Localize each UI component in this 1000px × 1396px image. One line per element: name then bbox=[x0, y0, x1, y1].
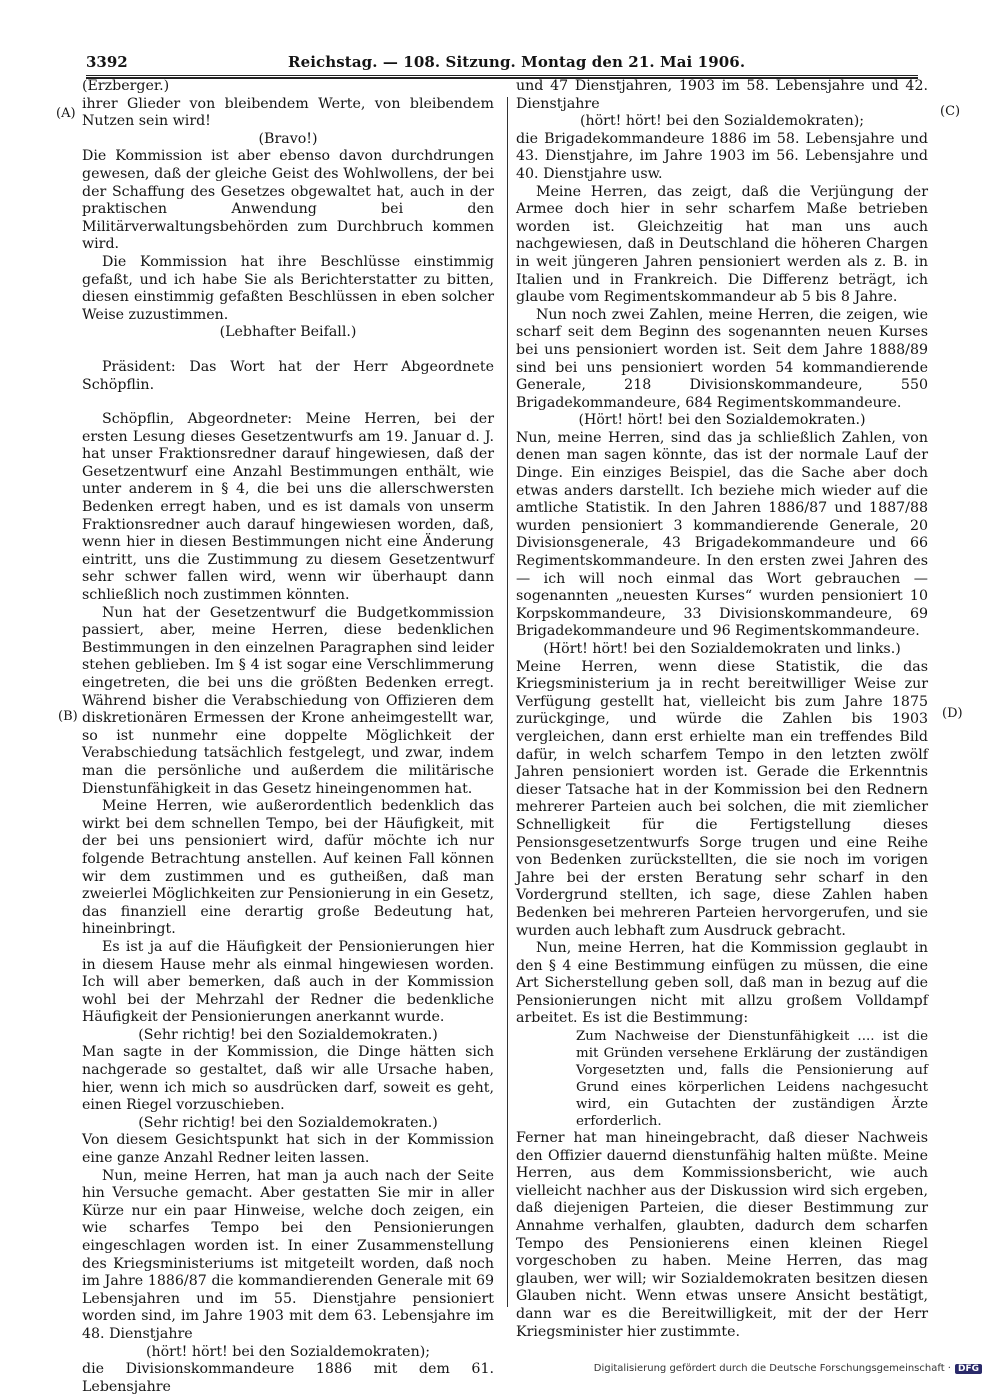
paragraph: Schöpflin, Abgeordneter: Meine Herren, bei der ersten Lesung dieses Gesetzentwurfs am 19. Januar d. J. hat unser Fraktionsredner darauf hingewiesen, daß der Gesetzentwurf eine Anzahl Bestimmungen enthält, wie unter anderem in § 4, die bei uns die allerschwersten Bedenken erregt haben, und es ist damals von unserm Fraktionsredner auch darauf hingewiesen worden, daß, wenn hier in diesen Bestimmungen nicht eine Änderung eintritt, uns die Zustimmung zu diesem Gesetzentwurf sehr schwer fallen wird, wenn wir überhaupt dann schließlich noch zustimmen könnten. bbox=[82, 411, 494, 604]
paragraph: Nun, meine Herren, sind das ja schließlich Zahlen, von denen man sagen könnte, das ist der normale Lauf der Dinge. Ein einziges Beispiel, das die Sache aber doch etwas anders darstellt. Ich beziehe mich wieder auf die amtliche Statistik. In den Jahren 1886/87 und 1887/88 wurden pensioniert 3 kommandierende Generale, 20 Divisionsgenerale, 43 Brigadekommandeure und 66 Regimentskommandeure. In den ersten zwei Jahren des — ich will noch einmal das Wort gebrauchen — sogenannten „neuesten Kurses“ wurden pensioniert 10 Korpskommandeure, 33 Divisionskommandeure, 69 Brigadekommandeure und 96 Regimentskommandeure. bbox=[516, 429, 928, 640]
paragraph: ihrer Glieder von bleibendem Werte, von bleibendem Nutzen sein wird! bbox=[82, 95, 494, 130]
margin-mark-a: (A) bbox=[56, 106, 76, 121]
paragraph: Die Kommission hat ihre Beschlüsse einstimmig gefaßt, und ich habe Sie als Berichterstatter zu bitten, diesen einstimmig gefaßten Beschlüssen in eben solcher Weise zuzustimmen. bbox=[82, 253, 494, 323]
quoted-provision: Zum Nachweise der Dienstunfähigkeit .... ist die mit Gründen versehene Erklärung der zuständigen Vorgesetzten und, falls die Pensionierung auf Grund eines körperlichen Leidens nachgesucht wird, ein Gutachten der zuständigen Ärzte erforderlich. bbox=[576, 1029, 928, 1130]
interjection: (hört! hört! bei den Sozialdemokraten); bbox=[145, 1343, 431, 1360]
paragraph: Nun, meine Herren, hat man ja auch nach der Seite hin Versuche gemacht. Aber gestatten Sie mir in aller Kürze nur ein paar Hinweise, welche doch zeigen, ein wie scharfes Tempo bei den Pensionierungen eingeschlagen worden ist. In einer Zusammenstellung des Kriegsministeriums ist mitgeteilt worden, daß noch im Jahre 1886/87 die kommandierenden Generale mit 69 Lebensjahren und im 55. Dienstjahre pensioniert worden sind, im Jahre 1903 mit dem 63. Lebensjahre im 48. Dienstjahre bbox=[82, 1167, 494, 1342]
paragraph: Meine Herren, wenn diese Statistik, die das Kriegsministerium ja in recht bereitwilliger Weise zur Verfügung gestellt hat, vielleicht bis zum Jahre 1875 zurückginge, und würde die Zahlen bis 1903 vergleichen, dann erst erhielte man ein treffendes Bild dafür, in welch scharfem Tempo in den letzten zwölf Jahren pensioniert worden ist. Gerade die Erkenntnis dieser Tatsache hat in der Kommission bei den Rednern mehrerer Parteien auch bei solchen, die mit ziemlicher Schnelligkeit für die Fertigstellung dieses Pensionsgesetzentwurfs Sorge trugen und eine Reihe von Bedenken zurückstellten, die sie noch im vorigen Jahre bei der ersten Beratung sehr scharf in den Vordergrund stellten, ich sage, diese Zahlen haben Bedenken bei mehreren Parteien hervorgerufen, und sie wurden auch lebhaft zum Ausdruck gebracht. bbox=[516, 658, 928, 939]
left-column bbox=[82, 78, 494, 1396]
margin-mark-c: (C) bbox=[940, 104, 961, 119]
paragraph: Nun, meine Herren, hat die Kommission geglaubt in den § 4 eine Bestimmung einfügen zu müssen, die eine Art Sicherstellung geben soll, daß man in bezug auf die Pensionierungen nicht mit allzu großem Volldampf arbeitet. Es ist die Bestimmung: bbox=[516, 940, 928, 1027]
paragraph: Meine Herren, das zeigt, daß die Verjüngung der Armee doch hier in sehr scharfem Maße betrieben worden ist. Gleichzeitig hat man uns auch nachgewiesen, daß in Deutschland die höheren Chargen in weit jüngeren Jahren pensioniert werden als z. B. in Italien und in Frankreich. Die Differenz beträgt, ich glaube vom Regimentskommandeur ab 5 bis 8 Jahre. bbox=[516, 183, 928, 306]
paragraph: die Divisionskommandeure 1886 mit dem 61. Lebensjahre bbox=[82, 1361, 494, 1395]
interjection: (Hört! hört! bei den Sozialdemokraten und links.) bbox=[543, 641, 901, 657]
interjection: (hört! hört! bei den Sozialdemokraten); bbox=[579, 113, 865, 130]
header-rule bbox=[86, 75, 918, 76]
paragraph: und 47 Dienstjahren, 1903 im 58. Lebensjahre und 42. Dienstjahre bbox=[516, 78, 928, 112]
paragraph: Von diesem Gesichtspunkt hat sich in der Kommission eine ganze Anzahl Redner leiten lassen. bbox=[82, 1132, 494, 1167]
margin-mark-b: (B) bbox=[58, 709, 78, 724]
paragraph: Nun noch zwei Zahlen, meine Herren, die zeigen, wie scharf seit dem Beginn des sogenannten neuen Kurses bei uns pensioniert worden ist. Seit dem Jahre 1888/89 sind bei uns pensioniert worden 54 kommandierende Generale, 218 Divisionskommandeure, 550 Brigadekommandeure, 684 Regimentskommandeure. bbox=[516, 306, 928, 411]
paragraph: Meine Herren, wie außerordentlich bedenklich das wirkt bei dem schnellen Tempo, bei der Häufigkeit, mit der bei uns pensioniert wird, dafür möchte ich nur folgende Betrachtung anstellen. Auf keinen Fall können wir dem zustimmen und es gutheißen, daß man zweierlei Möglichkeiten zur Pensionierung in ein Gesetz, das finanziell eine derartig große Bedeutung hat, hineinbringt. bbox=[82, 798, 494, 938]
interjection: (Lebhafter Beifall.) bbox=[219, 324, 357, 341]
dfg-logo: DFG bbox=[955, 1364, 982, 1374]
column-divider bbox=[507, 97, 508, 1307]
footer-text: Digitalisierung gefördert durch die Deutsche Forschungsgemeinschaft · bbox=[593, 1363, 951, 1374]
interjection: (Bravo!) bbox=[258, 130, 318, 147]
paragraph: Nun hat der Gesetzentwurf die Budgetkommission passiert, aber, meine Herren, diese bedenklichen Bestimmungen in den einzelnen Paragraphen sind leider stehen geblieben. Im § 4 ist sogar eine Verschlimmerung eingetreten, die bei uns die größten Bedenken erregt. Während bisher die Verabschiedung von Offizieren dem diskretionären Ermessen der Krone anheimgestellt war, so ist nunmehr eine doppelte Möglichkeit der Verabschiedung tatsächlich festgelegt, und zwar, indem man die persönliche und außerdem die militärische Dienstunfähigkeit in das Gesetz hineingenommen hat. bbox=[82, 604, 494, 797]
paragraph: (Erzberger.) bbox=[82, 78, 170, 94]
paragraph: die Brigadekommandeure 1886 im 58. Lebensjahre und 43. Dienstjahre, im Jahre 1903 im 56. Lebensjahre und 40. Dienstjahre usw. bbox=[516, 130, 928, 182]
interjection: (Sehr richtig! bei den Sozialdemokraten.) bbox=[138, 1026, 438, 1043]
paragraph: Die Kommission ist aber ebenso davon durchdrungen gewesen, daß der gleiche Geist des Wohlwollens, der bei der Schaffung des Gesetzes obgewaltet hat, auch in der praktischen Anwendung bei den Militärverwaltungsbehörden zum Durchbruch kommen wird. bbox=[82, 148, 494, 253]
page-number: 3392 bbox=[86, 53, 128, 71]
footer-credit bbox=[594, 1363, 982, 1374]
paragraph: Ferner hat man hineingebracht, daß dieser Nachweis den Offizier dauernd dienstunfähig halten müßte. Meine Herren, aus dem Kommissionsbericht, wie auch vielleicht nachher aus der Diskussion wird sich ergeben, daß diejenigen Parteien, die dieser Bestimmung zur Annahme verhalfen, glaubten, dadurch dem scharfen Tempo des Pensionierens einen kleinen Riegel vorgeschoben zu haben. Meine Herren, das mag glauben, wer will; wir Sozialdemokraten besitzen diesen Glauben nicht. Wenn etwas unsere Ansicht bestätigt, dann war es die Bereitwilligkeit, mit der der Herr Kriegsminister hier zustimmte. bbox=[516, 1130, 928, 1340]
right-column bbox=[516, 78, 928, 1341]
paragraph bbox=[82, 394, 494, 411]
paragraph: Es ist ja auf die Häufigkeit der Pensionierungen hier in diesem Hause mehr als einmal hingewiesen worden. Ich will aber bemerken, daß auch in der Kommission wohl bei der Mehrzahl der Redner die bedenkliche Häufigkeit der Pensionierungen anerkannt wurde. bbox=[82, 938, 494, 1026]
margin-mark-d: (D) bbox=[942, 706, 963, 721]
interjection: (Hört! hört! bei den Sozialdemokraten.) bbox=[578, 412, 866, 429]
interjection: (Sehr richtig! bei den Sozialdemokraten.) bbox=[138, 1114, 438, 1131]
paragraph: Präsident: Das Wort hat der Herr Abgeordnete Schöpflin. bbox=[82, 358, 494, 393]
running-header: Reichstag. — 108. Sitzung. Montag den 21. Mai 1906. bbox=[288, 53, 746, 71]
paragraph bbox=[82, 342, 494, 359]
paragraph: Man sagte in der Kommission, die Dinge hätten sich nachgerade so gestaltet, daß wir alle Ursache haben, hier, wenn ich mich so ausdrücken darf, soweit es geht, einen Riegel vorzuschieben. bbox=[82, 1044, 494, 1114]
